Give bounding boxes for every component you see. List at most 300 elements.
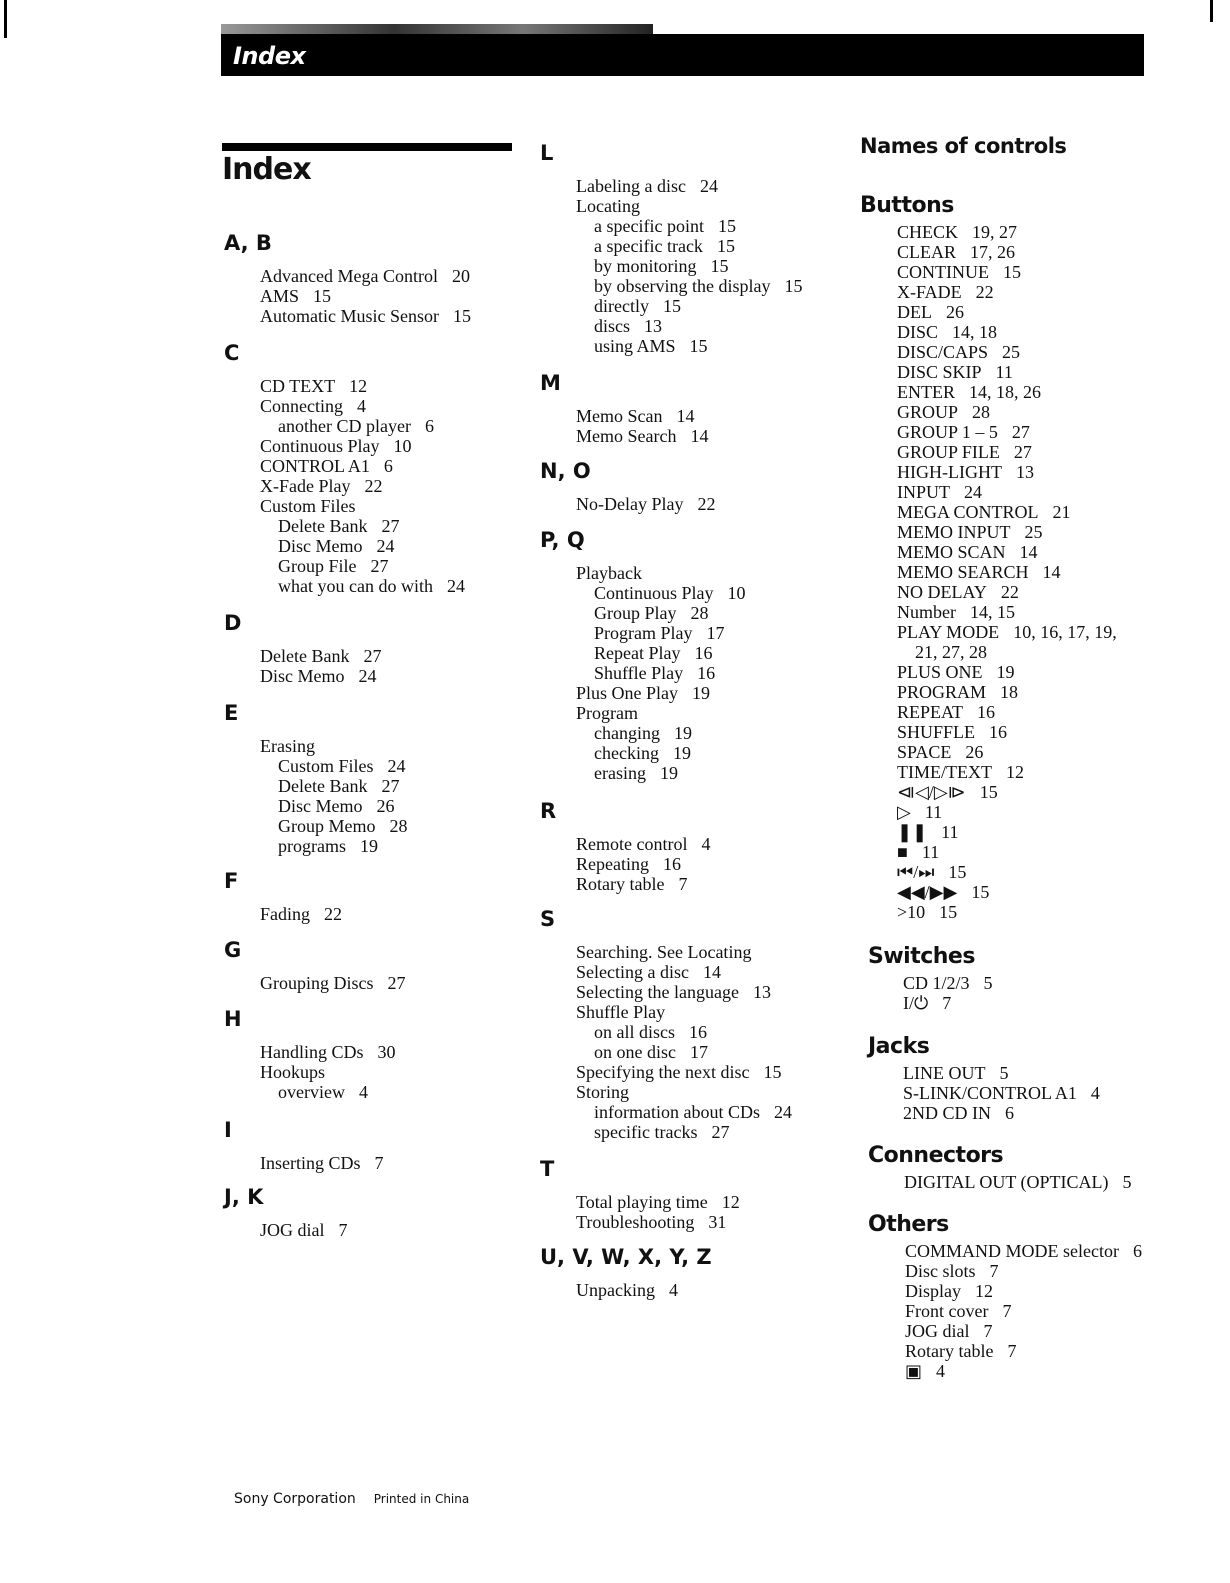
index-entry	[576, 663, 746, 683]
footer-company: Sony Corporation	[234, 1491, 356, 1507]
entry-list	[576, 1280, 712, 1300]
entry-page: 19	[673, 723, 692, 743]
control-name: PLUS ONE	[897, 662, 983, 682]
entry-text: Delete Bank	[260, 646, 350, 666]
control-entry	[897, 322, 1117, 342]
header-bar	[221, 34, 1144, 76]
index-entry	[576, 1022, 792, 1042]
entry-text: discs	[594, 316, 630, 336]
crop-mark-left	[4, 0, 7, 38]
title-rule	[222, 143, 512, 151]
entry-text: Connecting	[260, 396, 343, 416]
entry-page: 24	[773, 1102, 792, 1122]
index-entry	[260, 516, 465, 536]
entry-text: what you can do with	[278, 576, 433, 596]
index-section	[540, 527, 746, 783]
control-name: MEGA CONTROL	[897, 502, 1039, 522]
entry-page: 10	[393, 436, 412, 456]
control-name: ⧏◁/▷⧐	[897, 782, 966, 802]
control-name: TIME/TEXT	[897, 762, 992, 782]
control-page: 27	[1013, 442, 1032, 462]
entry-text: Inserting CDs	[260, 1153, 361, 1173]
index-section	[224, 610, 381, 686]
header-decorative-strip	[221, 24, 653, 34]
index-entry	[576, 603, 746, 623]
control-name: DEL	[897, 302, 932, 322]
control-page: 27	[1011, 422, 1030, 442]
entry-text: Erasing	[260, 736, 315, 756]
index-entry	[576, 176, 802, 196]
section-letter: A, B	[224, 231, 272, 255]
index-entry	[260, 666, 381, 686]
controls-group-heading: Switches	[868, 944, 975, 969]
entry-text: by observing the display	[594, 276, 771, 296]
entry-text: Automatic Music Sensor	[260, 306, 439, 326]
index-section	[224, 700, 408, 856]
index-entry	[260, 286, 471, 306]
control-page: 7	[942, 993, 952, 1013]
index-entry	[576, 1062, 792, 1082]
index-entry	[576, 1192, 740, 1212]
control-name: HIGH-LIGHT	[897, 462, 1002, 482]
control-page: 4	[1090, 1083, 1100, 1103]
section-letter: D	[224, 611, 242, 635]
entry-page: 24	[699, 176, 718, 196]
controls-list	[905, 1241, 1142, 1381]
index-entry	[576, 236, 802, 256]
control-name: 2ND CD IN	[903, 1103, 991, 1123]
entry-text: Rotary table	[576, 874, 665, 894]
entry-text: Delete Bank	[278, 776, 368, 796]
control-name: DISC SKIP	[897, 362, 982, 382]
entry-text: Handling CDs	[260, 1042, 364, 1062]
control-entry	[897, 242, 1117, 262]
index-entry	[260, 266, 471, 286]
index-entry	[260, 973, 406, 993]
entry-page: 28	[389, 816, 408, 836]
control-entry	[903, 993, 993, 1013]
control-page: 22	[975, 282, 994, 302]
control-name: CLEAR	[897, 242, 957, 262]
control-entry	[903, 973, 993, 993]
entry-text: checking	[594, 743, 659, 763]
control-entry	[905, 1361, 1142, 1381]
control-entry	[897, 482, 1117, 502]
entry-page: 26	[376, 796, 395, 816]
controls-list	[903, 1063, 1100, 1123]
control-page: 15	[979, 782, 998, 802]
header-title: Index	[233, 42, 306, 70]
control-name: Display	[905, 1281, 961, 1301]
control-page: 19	[996, 662, 1015, 682]
entry-text: changing	[594, 723, 660, 743]
entry-page: 15	[710, 256, 729, 276]
index-entry	[260, 576, 465, 596]
controls-group-heading: Connectors	[868, 1143, 1004, 1168]
section-letter: U, V, W, X, Y, Z	[540, 1245, 712, 1269]
control-entry	[897, 262, 1117, 282]
index-section	[224, 868, 342, 924]
entry-text: Hookups	[260, 1062, 326, 1082]
index-entry	[260, 436, 465, 456]
index-entry	[576, 623, 746, 643]
index-section	[540, 458, 715, 514]
entry-text: Program Play	[594, 623, 693, 643]
entry-text: erasing	[594, 763, 646, 783]
control-name: ENTER	[897, 382, 955, 402]
index-entry	[576, 874, 710, 894]
control-name: REPEAT	[897, 702, 964, 722]
index-entry	[576, 643, 746, 663]
control-name: CHECK	[897, 222, 959, 242]
index-entry	[576, 296, 802, 316]
entry-list	[260, 646, 381, 686]
control-page: 16	[989, 722, 1008, 742]
controls-group	[868, 1211, 1142, 1381]
entry-list	[576, 406, 708, 446]
index-entry	[576, 494, 715, 514]
entry-page: 19	[692, 683, 711, 703]
entry-text: Disc Memo	[260, 666, 345, 686]
control-page: 13	[1015, 462, 1034, 482]
entry-text: Remote control	[576, 834, 688, 854]
control-page: 24	[964, 482, 982, 502]
control-name: PROGRAM	[897, 682, 987, 702]
control-page: 12	[1005, 762, 1024, 782]
entry-text: No-Delay Play	[576, 494, 684, 514]
control-entry	[897, 422, 1117, 442]
control-page: 25	[1002, 342, 1021, 362]
entry-page: 7	[374, 1153, 384, 1173]
control-name: ▷	[897, 802, 911, 822]
entry-text: Grouping Discs	[260, 973, 374, 993]
control-page: 11	[995, 362, 1013, 382]
index-entry	[260, 816, 408, 836]
index-entry	[576, 1082, 792, 1102]
control-name: GROUP FILE	[897, 442, 1000, 462]
entry-text: X-Fade Play	[260, 476, 351, 496]
control-entry	[897, 762, 1117, 782]
index-entry	[260, 776, 408, 796]
index-entry	[260, 1220, 348, 1240]
control-page: 14	[1019, 542, 1038, 562]
control-entry	[905, 1321, 1142, 1341]
control-page: 16	[977, 702, 996, 722]
index-entry	[260, 836, 408, 856]
entry-page: 22	[364, 476, 383, 496]
index-section	[224, 1117, 384, 1173]
index-entry	[576, 583, 746, 603]
index-entry	[576, 723, 746, 743]
section-letter: S	[540, 907, 556, 931]
controls-list	[897, 222, 1117, 922]
entry-text: Plus One Play	[576, 683, 679, 703]
entry-text: AMS	[260, 286, 300, 306]
entry-page: 28	[690, 603, 709, 623]
control-entry	[897, 722, 1117, 742]
control-page: 7	[1002, 1301, 1012, 1321]
section-letter: L	[540, 141, 554, 165]
control-page: 26	[965, 742, 984, 762]
index-entry	[260, 1153, 384, 1173]
controls-group	[868, 943, 993, 1013]
control-page: 11	[921, 842, 940, 862]
control-name: >10	[897, 902, 926, 922]
control-name: MEMO SCAN	[897, 542, 1006, 562]
index-entry	[576, 563, 746, 583]
control-entry	[897, 602, 1117, 622]
index-entry	[260, 646, 381, 666]
entry-text: Unpacking	[576, 1280, 655, 1300]
entry-page: 19	[659, 763, 678, 783]
page-title: Index	[222, 152, 311, 187]
entry-text: JOG dial	[260, 1220, 325, 1240]
entry-text: Repeat Play	[594, 643, 681, 663]
entry-page: 19	[359, 836, 378, 856]
control-name: ▣	[905, 1361, 923, 1381]
control-name: CD 1/2/3	[903, 973, 970, 993]
control-page: 7	[989, 1261, 999, 1281]
index-section	[224, 1184, 348, 1240]
entry-page: 13	[644, 316, 662, 336]
index-entry	[576, 256, 802, 276]
entry-text: Repeating	[576, 854, 649, 874]
control-page: 18	[1000, 682, 1019, 702]
entry-page: 7	[678, 874, 688, 894]
entry-page: 22	[697, 494, 716, 514]
control-name: MEMO INPUT	[897, 522, 1011, 542]
control-name: Disc slots	[905, 1261, 976, 1281]
control-name: ■	[897, 842, 908, 862]
entry-text: Fading	[260, 904, 311, 924]
control-page: 19, 27	[972, 222, 1018, 242]
control-entry	[905, 1261, 1142, 1281]
index-entry	[576, 743, 746, 763]
entry-page: 24	[358, 666, 377, 686]
entry-text: by monitoring	[594, 256, 697, 276]
controls-list	[903, 973, 993, 1013]
control-page: 14, 15	[969, 602, 1015, 622]
index-entry	[576, 763, 746, 783]
index-entry	[260, 756, 408, 776]
entry-list	[260, 904, 342, 924]
entry-list	[260, 376, 465, 596]
control-entry	[897, 662, 1117, 682]
index-section	[224, 340, 465, 596]
index-section	[224, 1006, 396, 1102]
control-name: I/⏻	[903, 993, 929, 1013]
control-entry	[897, 302, 1117, 322]
entry-list	[576, 494, 715, 514]
index-section	[540, 1244, 712, 1300]
control-page: 5	[999, 1063, 1009, 1083]
control-entry	[897, 642, 1117, 662]
entry-text: Troubleshooting	[576, 1212, 695, 1232]
index-entry	[260, 796, 408, 816]
entry-page: 12	[349, 376, 368, 396]
control-page: 5	[983, 973, 993, 993]
entry-text: Group Play	[594, 603, 677, 623]
control-entry	[903, 1103, 1100, 1123]
control-page: 14, 18	[952, 322, 998, 342]
control-entry	[897, 462, 1117, 482]
entry-list	[260, 973, 406, 993]
control-page: 26	[946, 302, 964, 322]
control-name: SPACE	[897, 742, 952, 762]
entry-page: 14	[690, 426, 709, 446]
control-page: 7	[983, 1321, 993, 1341]
controls-group-heading: Others	[868, 1212, 949, 1237]
entry-page: 15	[452, 306, 471, 326]
entry-page: 24	[387, 756, 406, 776]
entry-page: 4	[701, 834, 711, 854]
index-entry	[260, 376, 465, 396]
control-name: DISC	[897, 322, 939, 342]
entry-text: Custom Files	[278, 756, 374, 776]
entry-text: overview	[278, 1082, 345, 1102]
entry-text: information about CDs	[594, 1102, 760, 1122]
entry-page: 6	[424, 416, 434, 436]
control-page: 15	[939, 902, 958, 922]
control-page: 28	[972, 402, 991, 422]
index-entry	[260, 536, 465, 556]
control-entry	[897, 902, 1117, 922]
entry-page: 27	[370, 556, 389, 576]
entry-page: 27	[363, 646, 382, 666]
entry-list	[260, 266, 471, 326]
controls-list	[904, 1172, 1132, 1192]
entry-text: Disc Memo	[278, 536, 363, 556]
control-entry	[897, 842, 1117, 862]
control-name: Front cover	[905, 1301, 989, 1321]
index-entry	[260, 456, 465, 476]
control-entry	[905, 1241, 1142, 1261]
control-entry	[897, 342, 1117, 362]
control-page: 12	[975, 1281, 993, 1301]
entry-list	[260, 1042, 396, 1102]
control-entry	[897, 382, 1117, 402]
index-entry	[576, 942, 792, 962]
control-entry	[897, 222, 1117, 242]
entry-text: a specific point	[594, 216, 704, 236]
controls-group-heading: Buttons	[860, 193, 954, 218]
controls-group-heading: Jacks	[868, 1034, 930, 1059]
entry-text: Memo Scan	[576, 406, 663, 426]
index-entry	[576, 1280, 712, 1300]
control-entry	[897, 402, 1117, 422]
control-entry	[897, 622, 1117, 642]
index-entry	[260, 1042, 396, 1062]
entry-text: Locating	[576, 196, 640, 216]
control-name: ◀◀/▶▶	[897, 882, 958, 902]
control-page: 15	[948, 862, 967, 882]
index-entry	[260, 416, 465, 436]
control-entry	[904, 1172, 1132, 1192]
entry-list	[260, 736, 408, 856]
section-letter: R	[540, 799, 557, 823]
entry-page: 12	[721, 1192, 740, 1212]
control-page: 15	[1003, 262, 1021, 282]
control-name: Number	[897, 602, 956, 622]
index-entry	[260, 396, 465, 416]
entry-text: CD TEXT	[260, 376, 336, 396]
entry-page: 15	[716, 236, 735, 256]
section-letter: E	[224, 701, 239, 725]
controls-group	[868, 1142, 1132, 1192]
index-entry	[576, 336, 802, 356]
entry-text: programs	[278, 836, 346, 856]
entry-page: 24	[376, 536, 395, 556]
section-letter: H	[224, 1007, 242, 1031]
control-entry	[905, 1301, 1142, 1321]
index-entry	[576, 1102, 792, 1122]
control-page: 5	[1122, 1172, 1132, 1192]
control-entry	[897, 882, 1117, 902]
section-letter: C	[224, 341, 240, 365]
entry-text: Continuous Play	[260, 436, 380, 456]
entry-page: 15	[662, 296, 681, 316]
footer	[234, 1491, 469, 1507]
index-entry	[576, 1122, 792, 1142]
index-entry	[260, 736, 408, 756]
control-name: CONTINUE	[897, 262, 989, 282]
entry-text: Continuous Play	[594, 583, 714, 603]
control-page: 6	[1005, 1103, 1014, 1123]
index-section	[224, 937, 406, 993]
entry-page: 7	[338, 1220, 348, 1240]
entry-page: 30	[377, 1042, 396, 1062]
entry-page: 27	[711, 1122, 730, 1142]
controls-title: Names of controls	[860, 134, 1067, 158]
entry-text: Group Memo	[278, 816, 376, 836]
entry-text: directly	[594, 296, 649, 316]
control-entry	[903, 1063, 1100, 1083]
entry-text: specific tracks	[594, 1122, 698, 1142]
controls-group	[868, 1033, 1100, 1123]
control-name: PLAY MODE	[897, 622, 1000, 642]
entry-page: 13	[752, 982, 771, 1002]
index-section	[540, 140, 802, 356]
control-entry	[905, 1341, 1142, 1361]
index-entry	[576, 1042, 792, 1062]
entry-page: 27	[381, 776, 400, 796]
control-entry	[897, 822, 1117, 842]
index-section	[540, 1156, 740, 1232]
control-name: MEMO SEARCH	[897, 562, 1029, 582]
section-letter: T	[540, 1157, 555, 1181]
entry-page: 19	[672, 743, 691, 763]
section-letter: F	[224, 869, 239, 893]
control-name: X-FADE	[897, 282, 962, 302]
index-section	[224, 230, 471, 326]
entry-list	[576, 176, 802, 356]
index-entry	[576, 854, 710, 874]
entry-page: 15	[313, 286, 332, 306]
index-entry	[260, 556, 465, 576]
entry-page: 6	[383, 456, 393, 476]
index-entry	[576, 1212, 740, 1232]
control-name: INPUT	[897, 482, 950, 502]
index-entry	[576, 196, 802, 216]
entry-text: Memo Search	[576, 426, 677, 446]
entry-page: 27	[381, 516, 400, 536]
entry-text: another CD player	[278, 416, 411, 436]
control-page: 6	[1132, 1241, 1142, 1261]
control-name: LINE OUT	[903, 1063, 986, 1083]
entry-list	[260, 1153, 384, 1173]
entry-text: using AMS	[594, 336, 676, 356]
index-entry	[576, 316, 802, 336]
